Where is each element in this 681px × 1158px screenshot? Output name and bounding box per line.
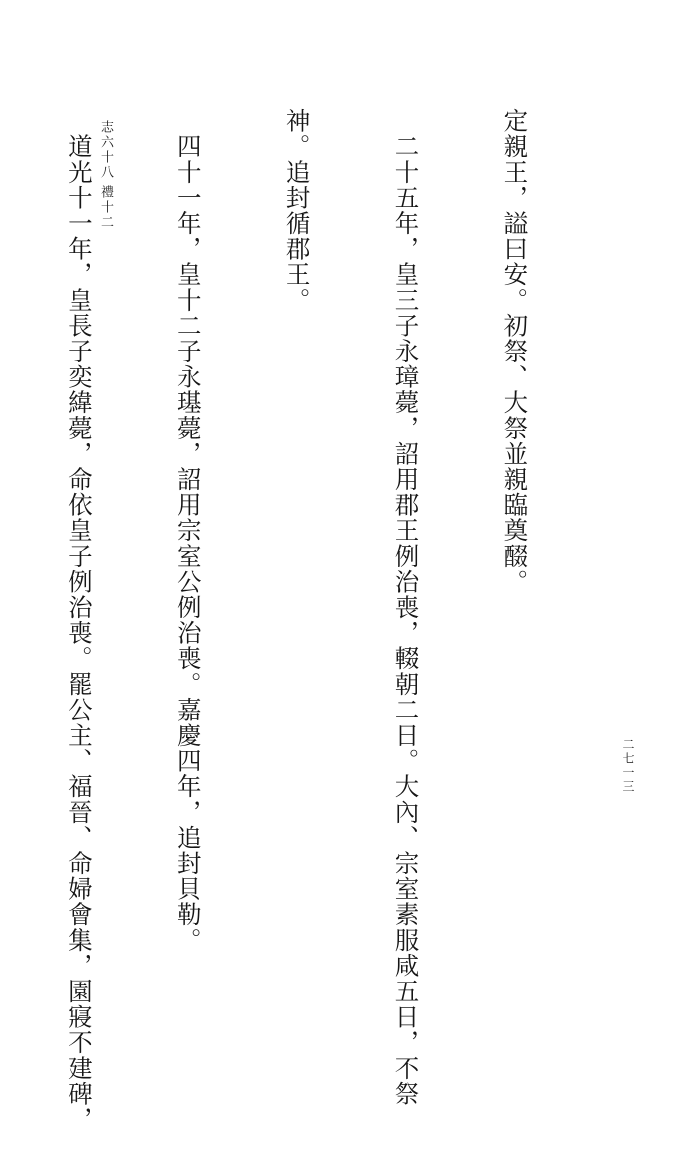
body-text [60,108,605,1132]
text-line: 二十五年，皇三子永璋薨，詔用郡王例治喪，輟朝二日。大內、宗室素服咸五日，不祭 [391,108,421,1107]
text-line: 四十一年，皇十二子永璂薨，詔用宗室公例治喪。嘉慶四年，追封貝勒。 [173,108,203,953]
text-line: 道光十一年，皇長子奕緯薨，命依皇子例治喪。罷公主、福晉、命婦會集，園寢不建碑， [64,108,94,1132]
page-top-edge [0,0,681,4]
text-line: 神。追封循郡王。 [282,108,312,313]
chapter-marker: 志六十八 [98,120,113,180]
page-number: 二七一三 [621,738,635,794]
text-line: 定親王，謚曰安。初祭、大祭並親臨奠醊。 [500,108,530,595]
section-marker: 禮十二 [98,185,113,230]
